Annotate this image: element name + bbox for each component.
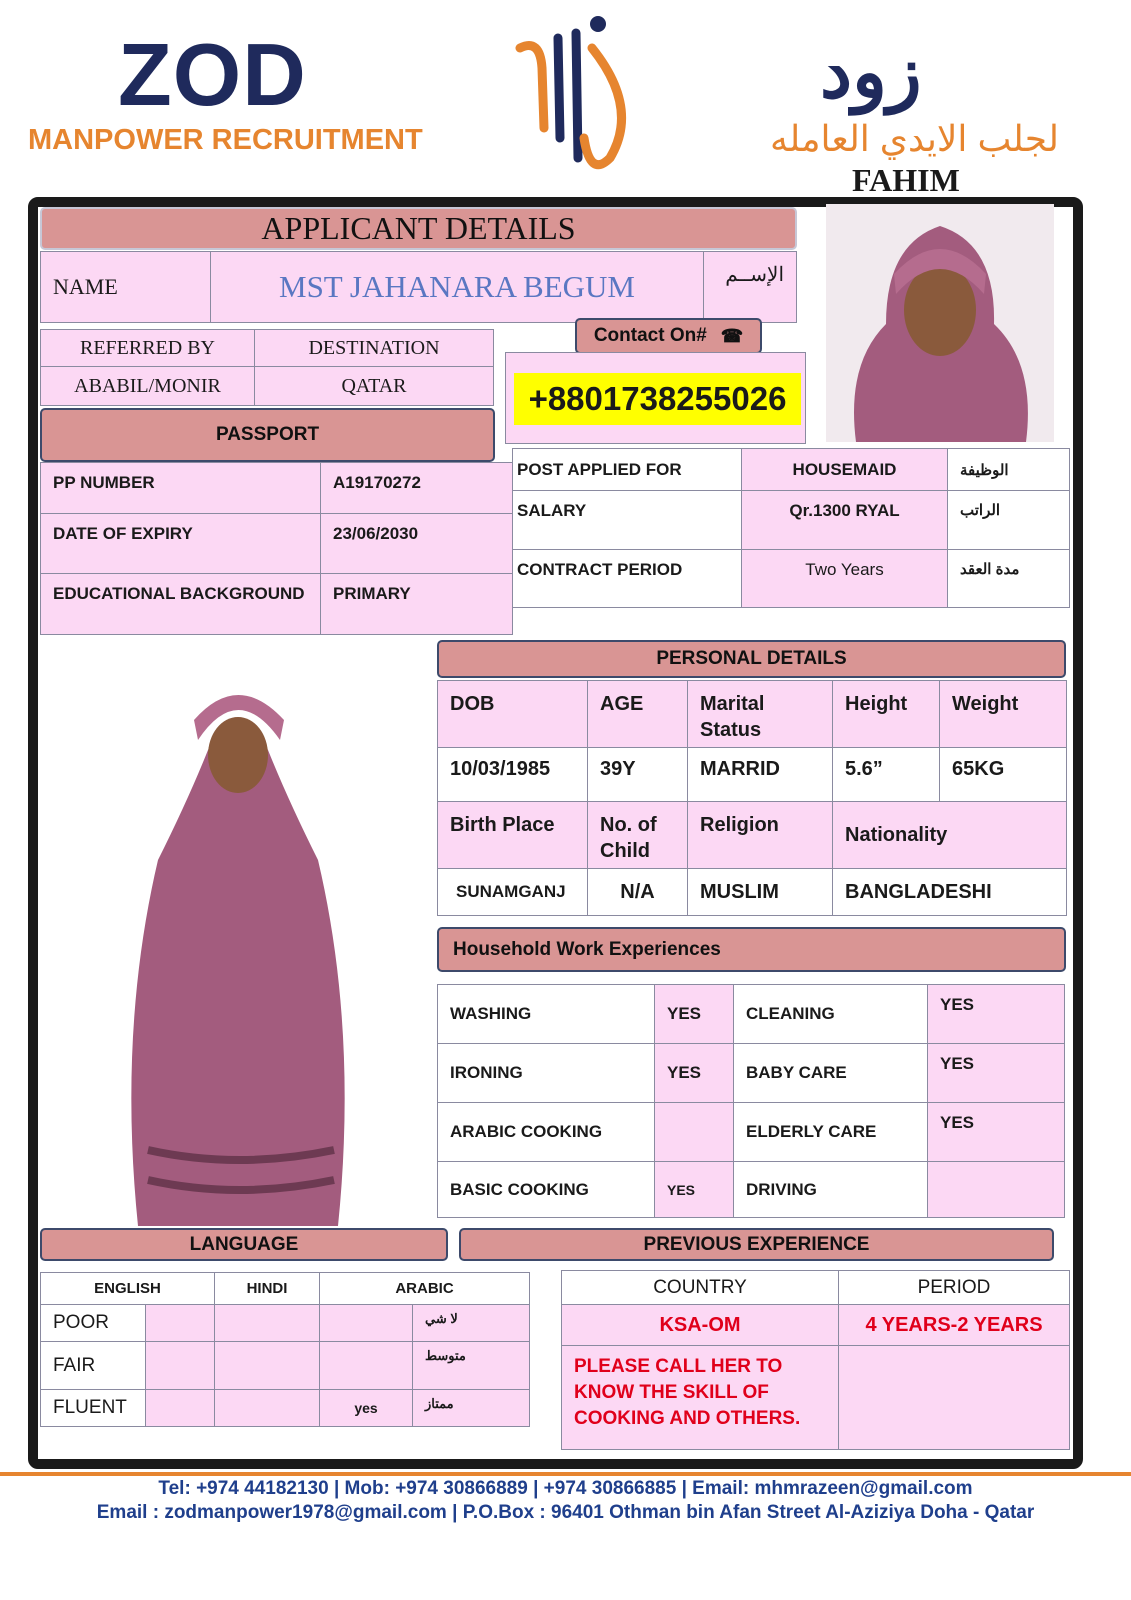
personal-value2-0: SUNAMGANJ xyxy=(437,868,588,916)
language-arabic-mark-2: yes xyxy=(319,1389,413,1427)
personal-header2-1: No. of Child xyxy=(587,801,688,869)
post-applied-arabic: الوظيفة xyxy=(947,448,1070,491)
country-value: KSA-OM xyxy=(561,1304,839,1346)
language-english-0 xyxy=(145,1304,215,1342)
household-task-value-3: YES xyxy=(654,1161,734,1218)
household-title: Household Work Experiences xyxy=(437,927,1066,972)
pp-number-label: PP NUMBER xyxy=(40,462,321,514)
footer-address-line: Email : zodmanpower1978@gmail.com | P.O.Box : 96401 Othman bin Afan Street Al-Aziziya Doha - Qatar xyxy=(96,1502,1035,1523)
personal-header2-2: Religion xyxy=(687,801,833,869)
language-col-0: ENGLISH xyxy=(40,1272,215,1305)
language-col-2: ARABIC xyxy=(319,1272,530,1305)
household-task2-3: DRIVING xyxy=(733,1161,928,1218)
period-value: 4 YEARS-2 YEARS xyxy=(838,1304,1070,1346)
footer-divider xyxy=(0,1472,1131,1476)
contract-period-label: CONTRACT PERIOD xyxy=(512,549,742,608)
brand-arabic: زود xyxy=(820,33,922,113)
personal-header2-0: Birth Place xyxy=(437,801,588,869)
name-value: MST JAHANARA BEGUM xyxy=(210,251,704,323)
language-level-2: FLUENT xyxy=(40,1389,146,1427)
personal-header-2: Marital Status xyxy=(687,680,833,748)
language-hindi-1 xyxy=(214,1341,320,1390)
personal-value-1: 39Y xyxy=(587,747,688,802)
personal-header2-3: Nationality xyxy=(832,801,1067,869)
personal-value-3: 5.6” xyxy=(832,747,940,802)
language-hindi-2 xyxy=(214,1389,320,1427)
household-task2-value-3 xyxy=(927,1161,1065,1218)
personal-value-0: 10/03/1985 xyxy=(437,747,588,802)
salary-label: SALARY xyxy=(512,490,742,550)
education-label: EDUCATIONAL BACKGROUND xyxy=(40,573,321,635)
household-task-0: WASHING xyxy=(437,984,655,1044)
period-header: PERIOD xyxy=(838,1270,1070,1305)
personal-header-3: Height xyxy=(832,680,940,748)
country-header: COUNTRY xyxy=(561,1270,839,1305)
household-task-value-2 xyxy=(654,1102,734,1162)
contract-period-value: Two Years xyxy=(741,549,948,608)
name-label: NAME xyxy=(40,251,211,323)
referred-value: ABABIL/MONIR xyxy=(40,366,255,406)
household-task-value-1: YES xyxy=(654,1043,734,1103)
contact-label: Contact On# xyxy=(593,325,707,346)
date-of-expiry-value: 23/06/2030 xyxy=(320,513,513,574)
brand-logo: ZOD xyxy=(118,25,307,124)
date-of-expiry-label: DATE OF EXPIRY xyxy=(40,513,321,574)
personal-value-4: 65KG xyxy=(939,747,1067,802)
household-task-2: ARABIC COOKING xyxy=(437,1102,655,1162)
brand-emblem-icon xyxy=(500,8,640,178)
language-hindi-0 xyxy=(214,1304,320,1342)
post-applied-value: HOUSEMAID xyxy=(741,448,948,491)
passport-title: PASSPORT xyxy=(40,408,495,462)
household-task2-value-0: YES xyxy=(927,984,1065,1044)
footer-contact-line: Tel: +974 44182130 | Mob: +974 30866889 | +974 30866885 | Email: mhmrazeen@gmail.com xyxy=(158,1478,973,1499)
language-title: LANGUAGE xyxy=(40,1228,448,1261)
applicant-details-title: APPLICANT DETAILS xyxy=(40,207,797,250)
personal-header-4: Weight xyxy=(939,680,1067,748)
language-arabic-level-1: متوسط xyxy=(412,1341,530,1390)
previous-note: PLEASE CALL HER TO KNOW THE SKILL OF COOKING AND OTHERS. xyxy=(561,1345,839,1450)
household-task2-2: ELDERLY CARE xyxy=(733,1102,928,1162)
personal-value2-3: BANGLADESHI xyxy=(832,868,1067,916)
language-col-1: HINDI xyxy=(214,1272,320,1305)
pp-number-value: A19170272 xyxy=(320,462,513,514)
language-arabic-level-0: لا شي xyxy=(412,1304,530,1342)
contact-value[interactable]: +8801738255026 xyxy=(514,373,801,425)
personal-value2-2: MUSLIM xyxy=(687,868,833,916)
applicant-portrait xyxy=(826,204,1054,442)
brand-arabic-subtitle: لجلب الايدي العامله xyxy=(770,118,1059,159)
post-applied-label: POST APPLIED FOR xyxy=(512,448,742,491)
referred-label: REFERRED BY xyxy=(40,329,255,367)
language-level-1: FAIR xyxy=(40,1341,146,1390)
destination-label: DESTINATION xyxy=(254,329,494,367)
personal-details-title: PERSONAL DETAILS xyxy=(437,640,1066,678)
salary-arabic: الراتب xyxy=(947,490,1070,550)
language-arabic-level-2: ممتاز xyxy=(412,1389,530,1427)
previous-experience-title: PREVIOUS EXPERIENCE xyxy=(459,1228,1054,1261)
applicant-full-photo xyxy=(48,680,432,1226)
previous-note-empty xyxy=(838,1345,1070,1450)
language-arabic-mark-0 xyxy=(319,1304,413,1342)
brand-subtitle: MANPOWER RECRUITMENT xyxy=(28,124,423,156)
name-arabic-label: الإســم xyxy=(703,251,797,323)
household-task2-value-2: YES xyxy=(927,1102,1065,1162)
personal-header-0: DOB xyxy=(437,680,588,748)
personal-value2-1: N/A xyxy=(587,868,688,916)
household-task2-1: BABY CARE xyxy=(733,1043,928,1103)
household-task2-value-1: YES xyxy=(927,1043,1065,1103)
salary-value: Qr.1300 RYAL xyxy=(741,490,948,550)
household-task-value-0: YES xyxy=(654,984,734,1044)
language-arabic-mark-1 xyxy=(319,1341,413,1390)
contract-period-arabic: مدة العقد xyxy=(947,549,1070,608)
language-english-2 xyxy=(145,1389,215,1427)
language-level-0: POOR xyxy=(40,1304,146,1342)
household-task-3: BASIC COOKING xyxy=(437,1161,655,1218)
household-task-1: IRONING xyxy=(437,1043,655,1103)
contact-label-bar xyxy=(575,318,762,354)
personal-header-1: AGE xyxy=(587,680,688,748)
language-english-1 xyxy=(145,1341,215,1390)
destination-value: QATAR xyxy=(254,366,494,406)
personal-value-2: MARRID xyxy=(687,747,833,802)
phone-icon: ☎ xyxy=(720,325,744,346)
household-task2-0: CLEANING xyxy=(733,984,928,1044)
education-value: PRIMARY xyxy=(320,573,513,635)
agent-name: FAHIM xyxy=(852,162,960,198)
